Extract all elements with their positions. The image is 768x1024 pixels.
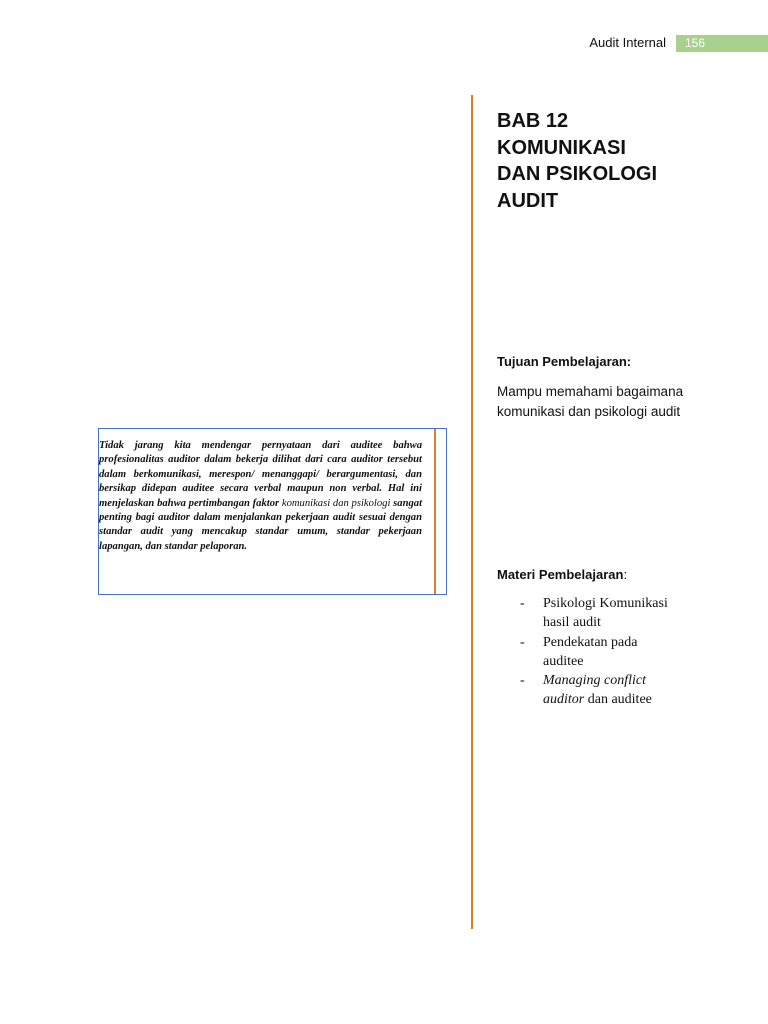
- quote-part-2: komunikasi dan psikologi: [281, 497, 391, 509]
- quote-box-orange-rule: [434, 429, 436, 594]
- list-dash: -: [520, 673, 525, 689]
- quote-part-3: sangat penting bagi auditor dalam menjalankan pekerjaan audit sesuai dengan standar audit yang mencakup standar umum, standar pekerjaan lapangan, dan standar pelaporan.: [99, 497, 423, 552]
- chapter-title-line-3: DAN PSIKOLOGI: [497, 163, 658, 185]
- intro-quote-box: [98, 428, 447, 595]
- learning-material-heading-colon: :: [623, 567, 628, 582]
- orange-vertical-rule: [471, 95, 473, 929]
- list-item-text: Psikologi Komunikasi hasil audit: [543, 596, 668, 631]
- intro-quote-text: [99, 439, 422, 554]
- running-header-title: Audit Internal: [589, 35, 666, 50]
- quote-part-1: Tidak jarang kita mendengar pernyataan dari auditee bahwa profesionalitas auditor dalam bekerja dilihat dari cara auditor tersebut dalam berkomunikasi, merespon/ menanggapi/ berargumentasi, dan bersikap didepan auditee secara verbal maupun non verbal. Hal ini menjelaskan bahwa pertimbangan faktor: [99, 440, 422, 509]
- chapter-title: [497, 108, 697, 214]
- list-item: [520, 633, 670, 672]
- learning-material-list: [520, 594, 670, 710]
- chapter-title-line-2: KOMUNIKASI: [497, 136, 626, 159]
- list-item-italic-text: Managing conflict auditor: [543, 673, 647, 708]
- list-item-text: Pendekatan pada auditee: [543, 634, 638, 669]
- list-item-text: [543, 673, 652, 707]
- list-dash: -: [520, 634, 525, 650]
- chapter-title-line-4: AUDIT: [497, 189, 559, 212]
- list-item: [520, 594, 670, 633]
- learning-material-heading: [497, 567, 627, 583]
- learning-material-heading-text: Materi Pembelajaran: [497, 567, 624, 582]
- chapter-title-line-1: BAB 12: [497, 110, 569, 132]
- learning-objective-text: Mampu memahami bagaimana komunikasi dan psikologi audit: [497, 384, 684, 419]
- learning-objective-heading: Tujuan Pembelajaran:: [497, 354, 632, 369]
- list-dash: -: [520, 596, 525, 611]
- list-item: [520, 671, 670, 710]
- page-number-badge: 156: [676, 35, 768, 52]
- list-item-rest-text: dan auditee: [584, 692, 652, 708]
